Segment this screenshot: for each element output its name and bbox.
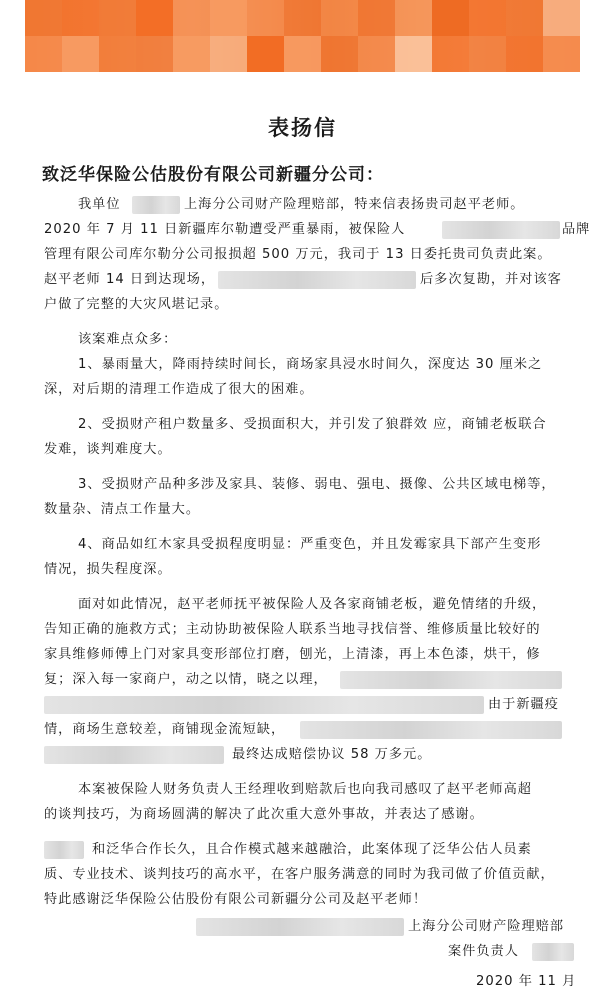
body-line: 和泛华合作长久，且合作模式越来越融洽，此案体现了泛华公估人员素 (92, 842, 532, 857)
body-line: 复；深入每一家商户，动之以情，晓之以理， (44, 672, 328, 687)
body-line: 发难，谈判难度大。 (44, 442, 172, 457)
banner-pixel (25, 36, 62, 72)
banner-pixel (99, 36, 136, 72)
letter-salutation: 致泛华保险公估股份有限公司新疆分公司： (42, 165, 384, 185)
banner-pixel (395, 36, 432, 72)
body-line: 质、专业技术、谈判技巧的高水平，在客户服务满意的同时为我司做了价值贡献， (44, 867, 555, 882)
redacted-text (44, 841, 84, 859)
letter-title: 表扬信 (268, 115, 337, 140)
body-line: 告知正确的施救方式；主动协助被保险人联系当地寻找信誉、维修质量比较好的 (44, 622, 541, 637)
blurred-header-banner (25, 0, 580, 72)
body-line: 情，商场生意较差，商铺现金流短缺， (44, 722, 286, 737)
banner-pixel (358, 36, 395, 72)
signature-department: 上海分公司财产险理赔部 (408, 919, 565, 934)
redacted-text (132, 196, 180, 214)
body-line: 由于新疆疫 (488, 697, 559, 712)
body-line: 的谈判技巧，为商场圆满的解决了此次重大意外事故，并表达了感谢。 (44, 807, 484, 822)
banner-pixel (284, 0, 321, 36)
body-line: 2、受损财产租户数量多、受损面积大，并引发了狼群效 应，商铺老板联合 (78, 417, 547, 432)
banner-pixel (173, 36, 210, 72)
body-line: 面对如此情况，赵平老师抚平被保险人及各家商铺老板，避免情绪的升级， (78, 597, 547, 612)
banner-pixel (321, 36, 358, 72)
banner-pixel (136, 36, 173, 72)
banner-pixel (284, 36, 321, 72)
banner-pixel (99, 0, 136, 36)
body-line: 本案被保险人财务负责人王经理收到赔款后也向我司感叹了赵平老师高超 (78, 782, 532, 797)
body-line: 1、暴雨量大，降雨持续时间长，商场家具浸水时间久，深度达 30 厘米之 (78, 357, 543, 372)
banner-pixel (432, 36, 469, 72)
banner-pixel (506, 36, 543, 72)
banner-pixel (469, 36, 506, 72)
redacted-text (44, 746, 224, 764)
banner-pixel (62, 0, 99, 36)
redacted-text (300, 721, 562, 739)
body-line: 数量杂、清点工作量大。 (44, 502, 201, 517)
banner-pixel (543, 0, 580, 36)
body-line: 后多次复勘，并对该客 (420, 272, 562, 287)
banner-pixel (25, 0, 62, 36)
redacted-text (218, 271, 416, 289)
banner-pixel (173, 0, 210, 36)
body-line: 该案难点众多： (78, 332, 178, 347)
body-line: 深，对后期的清理工作造成了很大的困难。 (44, 382, 314, 397)
banner-pixel (321, 0, 358, 36)
body-line: 3、受损财产品种多涉及家具、装修、弱电、强电、摄像、公共区域电梯等， (78, 477, 556, 492)
body-line: 管理有限公司库尔勒分公司报损超 500 万元，我司于 13 日委托贵司负责此案。 (44, 247, 552, 262)
banner-pixel (506, 0, 543, 36)
banner-pixel (210, 0, 247, 36)
body-line: 户做了完整的大灾风堪记录。 (44, 297, 229, 312)
banner-pixel (358, 0, 395, 36)
body-line: 4、商品如红木家具受损程度明显：严重变色，并且发霉家具下部产生变形 (78, 537, 542, 552)
redacted-text (340, 671, 562, 689)
redacted-text (44, 696, 484, 714)
body-line: 特此感谢泛华保险公估股份有限公司新疆分公司及赵平老师！ (44, 892, 428, 907)
redacted-text (532, 943, 574, 961)
signature-person-label: 案件负责人 (448, 944, 519, 959)
banner-pixel (247, 36, 284, 72)
banner-pixel (210, 36, 247, 72)
body-line: 上海分公司财产险理赔部，特来信表扬贵司赵平老师。 (184, 197, 525, 212)
body-line: 2020 年 7 月 11 日新疆库尔勒遭受严重暴雨，被保险人 (44, 222, 406, 237)
body-line: 家具维修师傅上门对家具变形部位打磨，刨光，上清漆，再上本色漆，烘干，修 (44, 647, 541, 662)
body-line: 我单位 (78, 197, 121, 212)
banner-pixel (469, 0, 506, 36)
body-line: 情况，损失程度深。 (44, 562, 172, 577)
redacted-text (442, 221, 560, 239)
banner-pixel (247, 0, 284, 36)
body-line: 最终达成赔偿协议 58 万多元。 (232, 747, 432, 762)
banner-pixel (543, 36, 580, 72)
banner-pixel (136, 0, 173, 36)
redacted-text (196, 918, 404, 936)
body-line: 品牌 (562, 222, 591, 237)
banner-pixel (432, 0, 469, 36)
body-line: 赵平老师 14 日到达现场， (44, 272, 216, 287)
signature-date: 2020 年 11 月 (476, 974, 577, 989)
banner-pixel (62, 36, 99, 72)
banner-pixel (395, 0, 432, 36)
